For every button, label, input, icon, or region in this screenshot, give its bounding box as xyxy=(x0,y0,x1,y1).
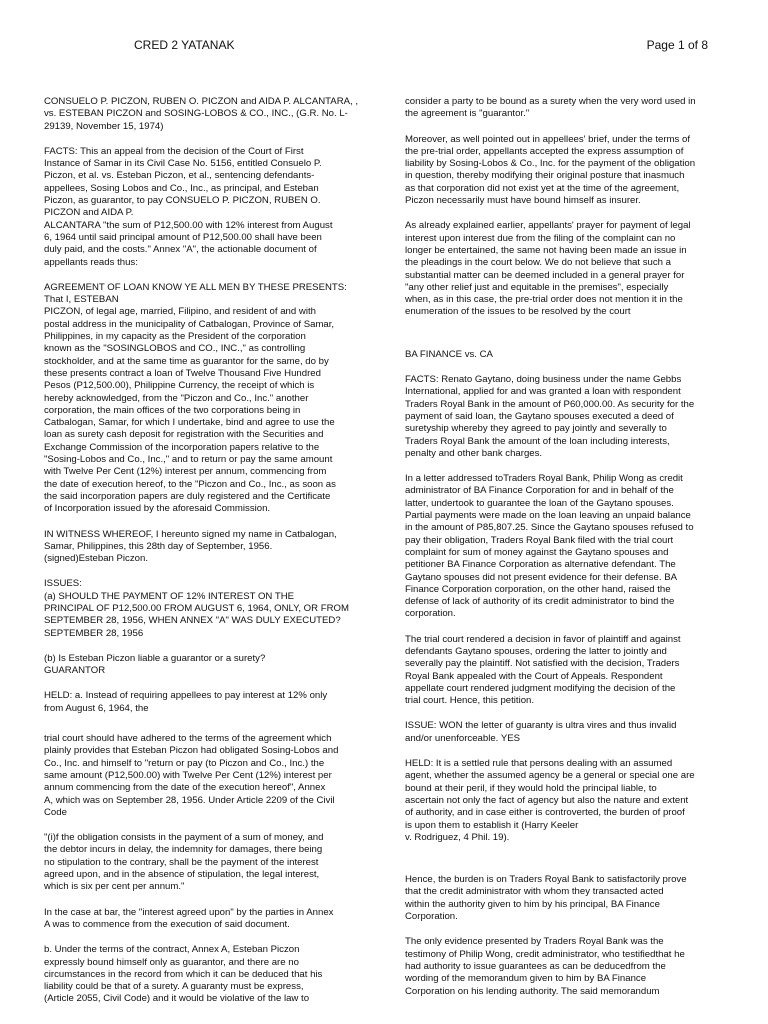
right-paragraph: FACTS: Renato Gaytano, doing business under the name Gebbs International, applied for and was granted a loan with respondent Traders Royal Bank in the amount of P60,000.00. As security for the payment of said loan, the Gaytano spouses executed a deed of suretyship whereby they agreed to pay jointly and severally to Traders Royal Bank the amount of the loan including interests, penalty and other bank charges. xyxy=(405,374,695,459)
page-number: Page 1 of 8 xyxy=(646,38,708,52)
right-paragraph: As already explained earlier, appellants' prayer for payment of legal interest upon interest due from the filing of the complaint can no longer be entertained, the same not having been made an issue in the pleadings in the court below. We do not believe that such a substantial matter can be deemed included in a general prayer for "any other relief just and equitable in the premises", especially when, as in this case, the pre-trial order does not mention it in the enumeration of the issues to be resolved by the court xyxy=(405,220,691,318)
right-paragraph: consider a party to be bound as a surety when the very word used in the agreement is "guarantor." xyxy=(405,96,696,120)
right-paragraph: The only evidence presented by Traders Royal Bank was the testimony of Philip Wong, credit administrator, who testifiedthat he had authority to issue guarantees as can be deducedfrom the wording of the memorandum given to him by BA Finance Corporation on his lending authority. The said memorandum xyxy=(405,936,685,997)
right-text-column xyxy=(405,96,723,998)
left-paragraph: IN WITNESS WHEREOF, I hereunto signed my name in Catbalogan, Samar, Philippines, this 28th day of September, 1956. (signed)Esteban Piczon. xyxy=(44,528,337,565)
left-paragraph: FACTS: This an appeal from the decision of the Court of First Instance of Samar in its Civil Case No. 5156, entitled Consuelo P. Piczon, et al. vs. Esteban Piczon, et al., sentencing defendants- appellees, Sosing Lobos and Co., Inc., as principal, and Esteban Piczon, as guarantor, to pay CONSUELO P. PICZON, RUBEN O. PICZON and AIDA P. ALCANTARA "the sum of P12,500.00 with 12% interest from August 6, 1964 until said principal amount of P12,500.00 shall have been duly paid, and the costs." Annex "A", the actionable document of appellants reads thus: xyxy=(44,145,333,268)
left-paragraph: trial court should have adhered to the terms of the agreement which plainly provides that Esteban Piczon had obligated Sosing-Lobos and Co., Inc. and himself to "return or pay (to Piczon and Co., Inc.) the same amount (P12,500.00) with Twelve Per Cent (12%) interest per annum commencing from the date of the execution hereof", Annex A, which was on September 28, 1956. Under Article 2209 of the Civil Code xyxy=(44,733,339,818)
left-paragraph: AGREEMENT OF LOAN KNOW YE ALL MEN BY THESE PRESENTS: That I, ESTEBAN PICZON, of legal age, married, Filipino, and resident of and with postal address in the municipality of Catbalogan, Province of Samar, Philippines, in my capacity as the President of the corporation known as the "SOSINGLOBOS and CO., INC.," as controlling stockholder, and at the same time as guarantor for the same, do by these presents contract a loan of Twelve Thousand Five Hundred Pesos (P12,500.00), Philippine Currency, the receipt of which is hereby acknowledged, from the "Piczon and Co., Inc." another corporation, the main offices of the two corporations being in Catbalogan, Samar, for which I undertake, bind and agree to use the loan as surety cash deposit for registration with the Securities and Exchange Commission of the incorporation papers relative to the "Sosing-Lobos and Co., Inc.," and to return or pay the same amount with Twelve Per Cent (12%) interest per annum, commencing from the date of execution hereof, to the "Piczon and Co., Inc., as soon as the said incorporation papers are duly registered and the Certificate of Incorporation issued by the aforesaid Commission. xyxy=(44,281,347,515)
page-header xyxy=(134,38,708,56)
left-paragraph: In the case at bar, the "interest agreed upon" by the parties in Annex A was to commence from the execution of said document. xyxy=(44,906,334,930)
left-paragraph: (b) Is Esteban Piczon liable a guarantor or a surety? GUARANTOR xyxy=(44,652,266,677)
left-paragraph: "(i)f the obligation consists in the payment of a sum of money, and the debtor incurs in delay, the indemnity for damages, there being no stipulation to the contrary, shall be the payment of the interest agreed upon, and in the absence of stipulation, the legal interest, which is six per cent per annum." xyxy=(44,832,324,893)
right-paragraph: HELD: It is a settled rule that persons dealing with an assumed agent, whether the assumed agency be a general or special one are bound at their peril, if they would hold the principal liable, to ascertain not only the fact of agency but also the nature and extent of authority, and in case either is controverted, the burden of proof is upon them to establish it (Harry Keeler v. Rodriguez, 4 Phil. 19). xyxy=(405,758,695,843)
left-text-column xyxy=(44,96,374,1006)
left-paragraph: CONSUELO P. PICZON, RUBEN O. PICZON and AIDA P. ALCANTARA, , vs. ESTEBAN PICZON and SOSING-LOBOS & CO., INC., (G.R. No. L- 29139, November 15, 1974) xyxy=(44,96,359,132)
right-paragraph: In a letter addressed toTraders Royal Bank, Philip Wong as credit administrator of BA Finance Corporation for and in behalf of the latter, undertook to guarantee the loan of the Gaytano spouses. Partial payments were made on the loan leaving an unpaid balance in the amount of P85,807.25. Since the Gaytano spouses refused to pay their obligation, Traders Royal Bank filed with the trial court complaint for sum of money against the Gaytano spouses and petitioner BA Finance Corporation as alternative defendant. The Gaytano spouses did not present evidence for their defense. BA Finance Corporation corporation, on the other hand, raised the defense of lack of authority of its credit administrator to bind the corporation. xyxy=(405,473,694,620)
left-paragraph: ISSUES: (a) SHOULD THE PAYMENT OF 12% INTEREST ON THE PRINCIPAL OF P12,500.00 FROM AUGUST 6, 1964, ONLY, OR FROM SEPTEMBER 28, 1956, WHEN ANNEX "A" WAS DULY EXECUTED? SEPTEMBER 28, 1956 xyxy=(44,578,349,639)
right-paragraph: BA FINANCE vs. CA xyxy=(405,348,493,360)
right-paragraph: The trial court rendered a decision in favor of plaintiff and against defendants Gaytano spouses, ordering the latter to jointly and severally pay the plaintiff. Not satisfied with the decision, Traders Royal Bank appealed with the Court of Appeals. Respondent appellate court rendered judgment modifying the decision of the trial court. Hence, this petition. xyxy=(405,633,681,707)
left-paragraph: HELD: a. Instead of requiring appellees to pay interest at 12% only from August 6, 1964, the xyxy=(44,690,328,714)
right-paragraph: Hence, the burden is on Traders Royal Bank to satisfactorily prove that the credit administrator with whom they transacted acted within the authority given to him by his principal, BA Finance Corporation. xyxy=(405,874,687,923)
right-paragraph: Moreover, as well pointed out in appellees' brief, under the terms of the pre-trial order, appellants accepted the express assumption of liability by Sosing-Lobos & Co., Inc. for the payment of the obligation in question, thereby modifying their original posture that inasmuch as that corporation did not exist yet at the time of the agreement, Piczon necessarily must have bound himself as insurer. xyxy=(405,133,696,207)
document-title: CRED 2 YATANAK xyxy=(134,38,235,52)
left-paragraph: b. Under the terms of the contract, Annex A, Esteban Piczon expressly bound himself only as guarantor, and there are no circumstances in the record from which it can be deduced that his liability could be that of a surety. A guaranty must be express, (Article 2055, Civil Code) and it would be violative of the law to xyxy=(44,944,323,1005)
right-paragraph: ISSUE: WON the letter of guaranty is ultra vires and thus invalid and/or unenforceable. YES xyxy=(405,720,677,744)
